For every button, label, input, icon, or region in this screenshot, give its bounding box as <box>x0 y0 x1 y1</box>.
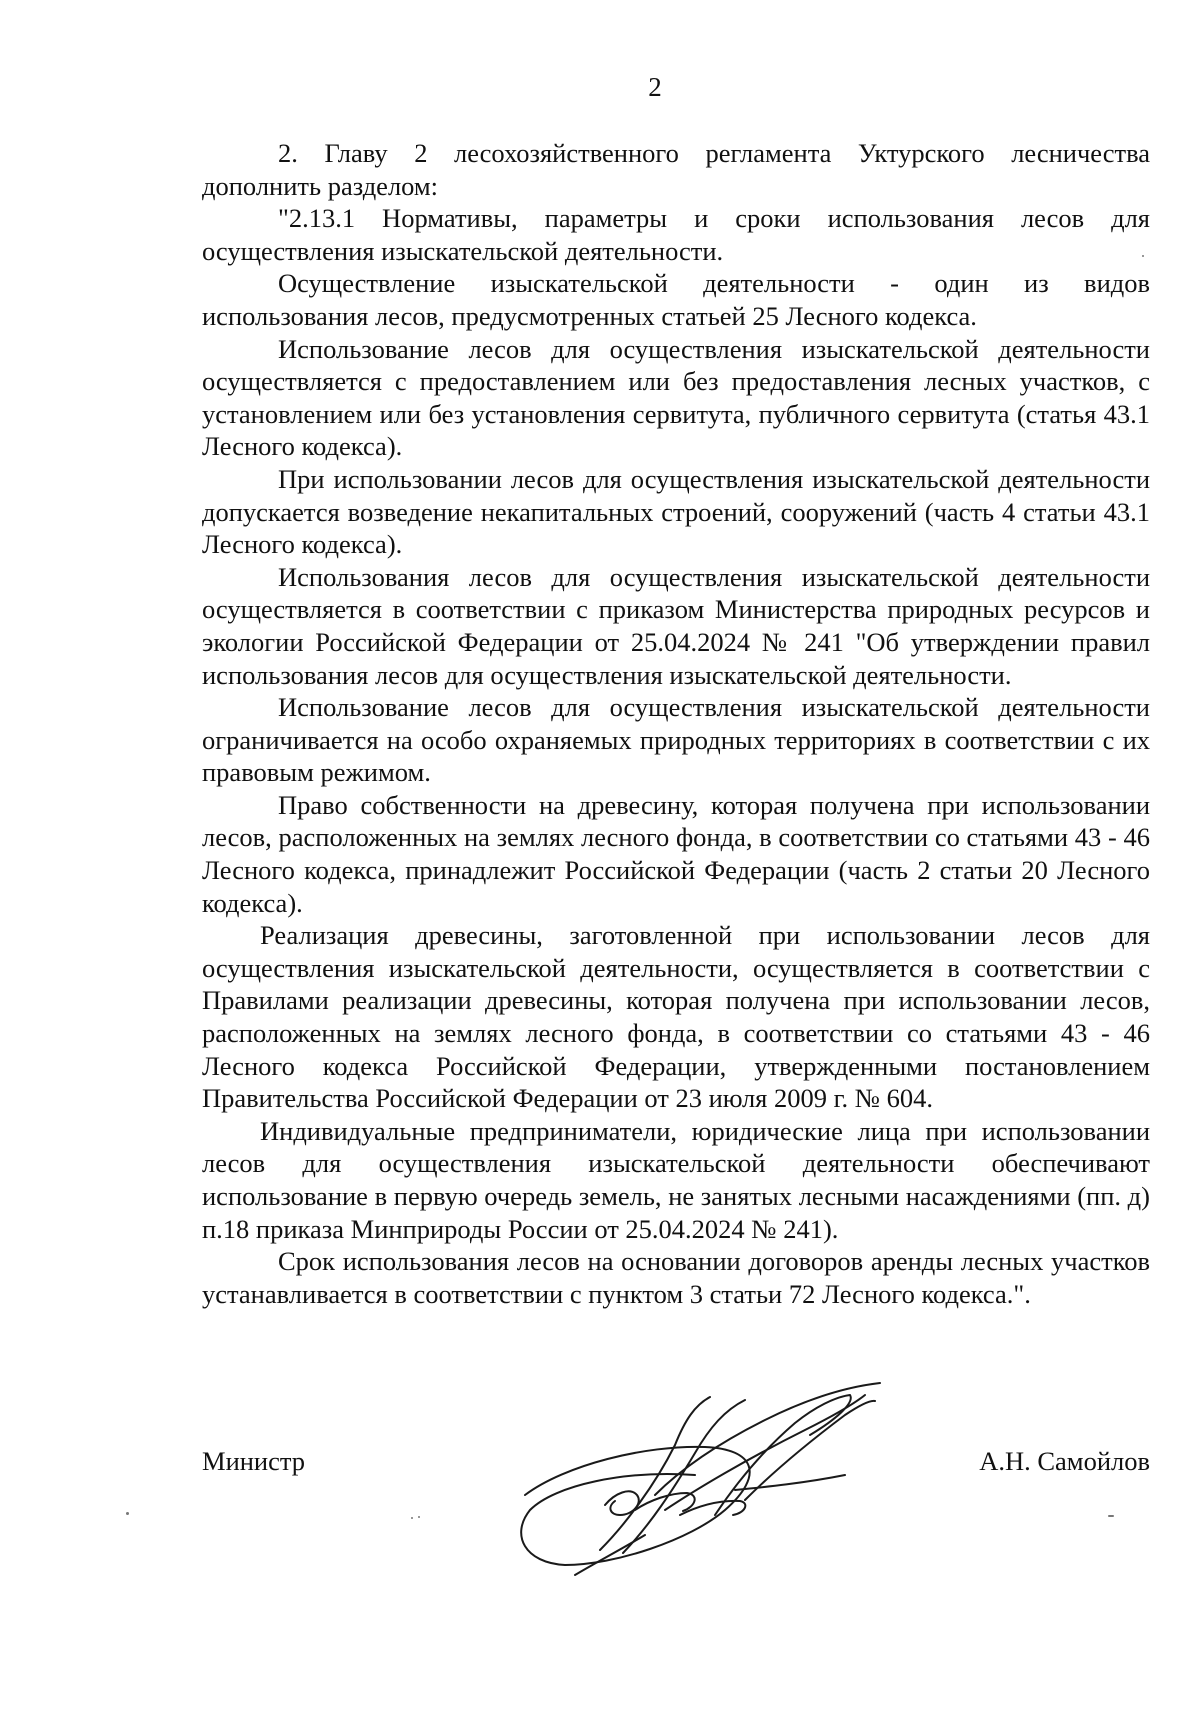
paragraph-temporary-structures: При использовании лесов для осуществления изыскательской деятельности допускается возведение некапитальных строений, сооружений (часть 4 статьи 43.1 Лесного кодекса). <box>202 463 1150 560</box>
paragraph-amendment: 2. Главу 2 лесохозяйственного регламента Уктурского лесничества дополнить разделом: <box>202 138 1150 201</box>
document-body <box>202 137 1150 1310</box>
paragraph-timber-ownership: Право собственности на древесину, которая получена при использовании лесов, расположенных на землях лесного фонда, в соответствии со статьями 43 - 46 Лесного кодекса, принадлежит Российской Федерации (часть 2 статьи 20 Лесного кодекса). <box>202 789 1150 918</box>
paragraph-protected-areas: Использование лесов для осуществления изыскательской деятельности ограничивается на особо охраняемых природных территориях в соответствии с их правовым режимом. <box>202 692 1150 788</box>
paragraph-section-heading: "2.13.1 Нормативы, параметры и сроки использования лесов для осуществления изыскательской деятельности. <box>202 203 1150 266</box>
paragraph-forest-use-plots: Использование лесов для осуществления изыскательской деятельности осуществляется с предоставлением или без предоставления лесных участков, с установлением или без установления сервитута, публичного сервитута (статья 43.1 Лесного кодекса). <box>202 333 1150 462</box>
page-number: 2 <box>648 72 662 102</box>
handwritten-signature <box>505 1375 895 1590</box>
paragraph-lease-term: Срок использования лесов на основании договоров аренды лесных участков устанавливается в соответствии с пунктом 3 статьи 72 Лесного кодекса.". <box>202 1246 1150 1309</box>
paragraph-timber-sale: Реализация древесины, заготовленной при использовании лесов для осуществления изыскательской деятельности, осуществляется в соответствии с Правилами реализации древесины, которая получена при использовании лесов, расположенных на землях лесного фонда, в соответствии со статьями 43 - 46 Лесного кодекса Российской Федерации, утвержденными постановлением Правительства Российской Федерации от 23 июля 2009 г. № 604. <box>202 920 1150 1114</box>
signatory-name: А.Н. Самойлов <box>979 1446 1150 1476</box>
paragraph-ministry-order: Использования лесов для осуществления изыскательской деятельности осуществляется в соответствии с приказом Министерства природных ресурсов и экологии Российской Федерации от 25.04.2024 № 241 "Об утверждении правил использования лесов для осуществления изыскательской деятельности. <box>202 561 1150 690</box>
paragraph-survey-activity: Осуществление изыскательской деятельности - один из видов использования лесов, предусмотренных статьей 25 Лесного кодекса. <box>202 268 1150 331</box>
signatory-title: Министр <box>202 1446 306 1476</box>
paragraph-land-priority: Индивидуальные предприниматели, юридические лица при использовании лесов для осуществления изыскательской деятельности обеспечивают использование в первую очередь земель, не занятых лесными насаждениями (пп. д) п.18 приказа Минприроды России от 25.04.2024 № 241). <box>202 1115 1150 1244</box>
